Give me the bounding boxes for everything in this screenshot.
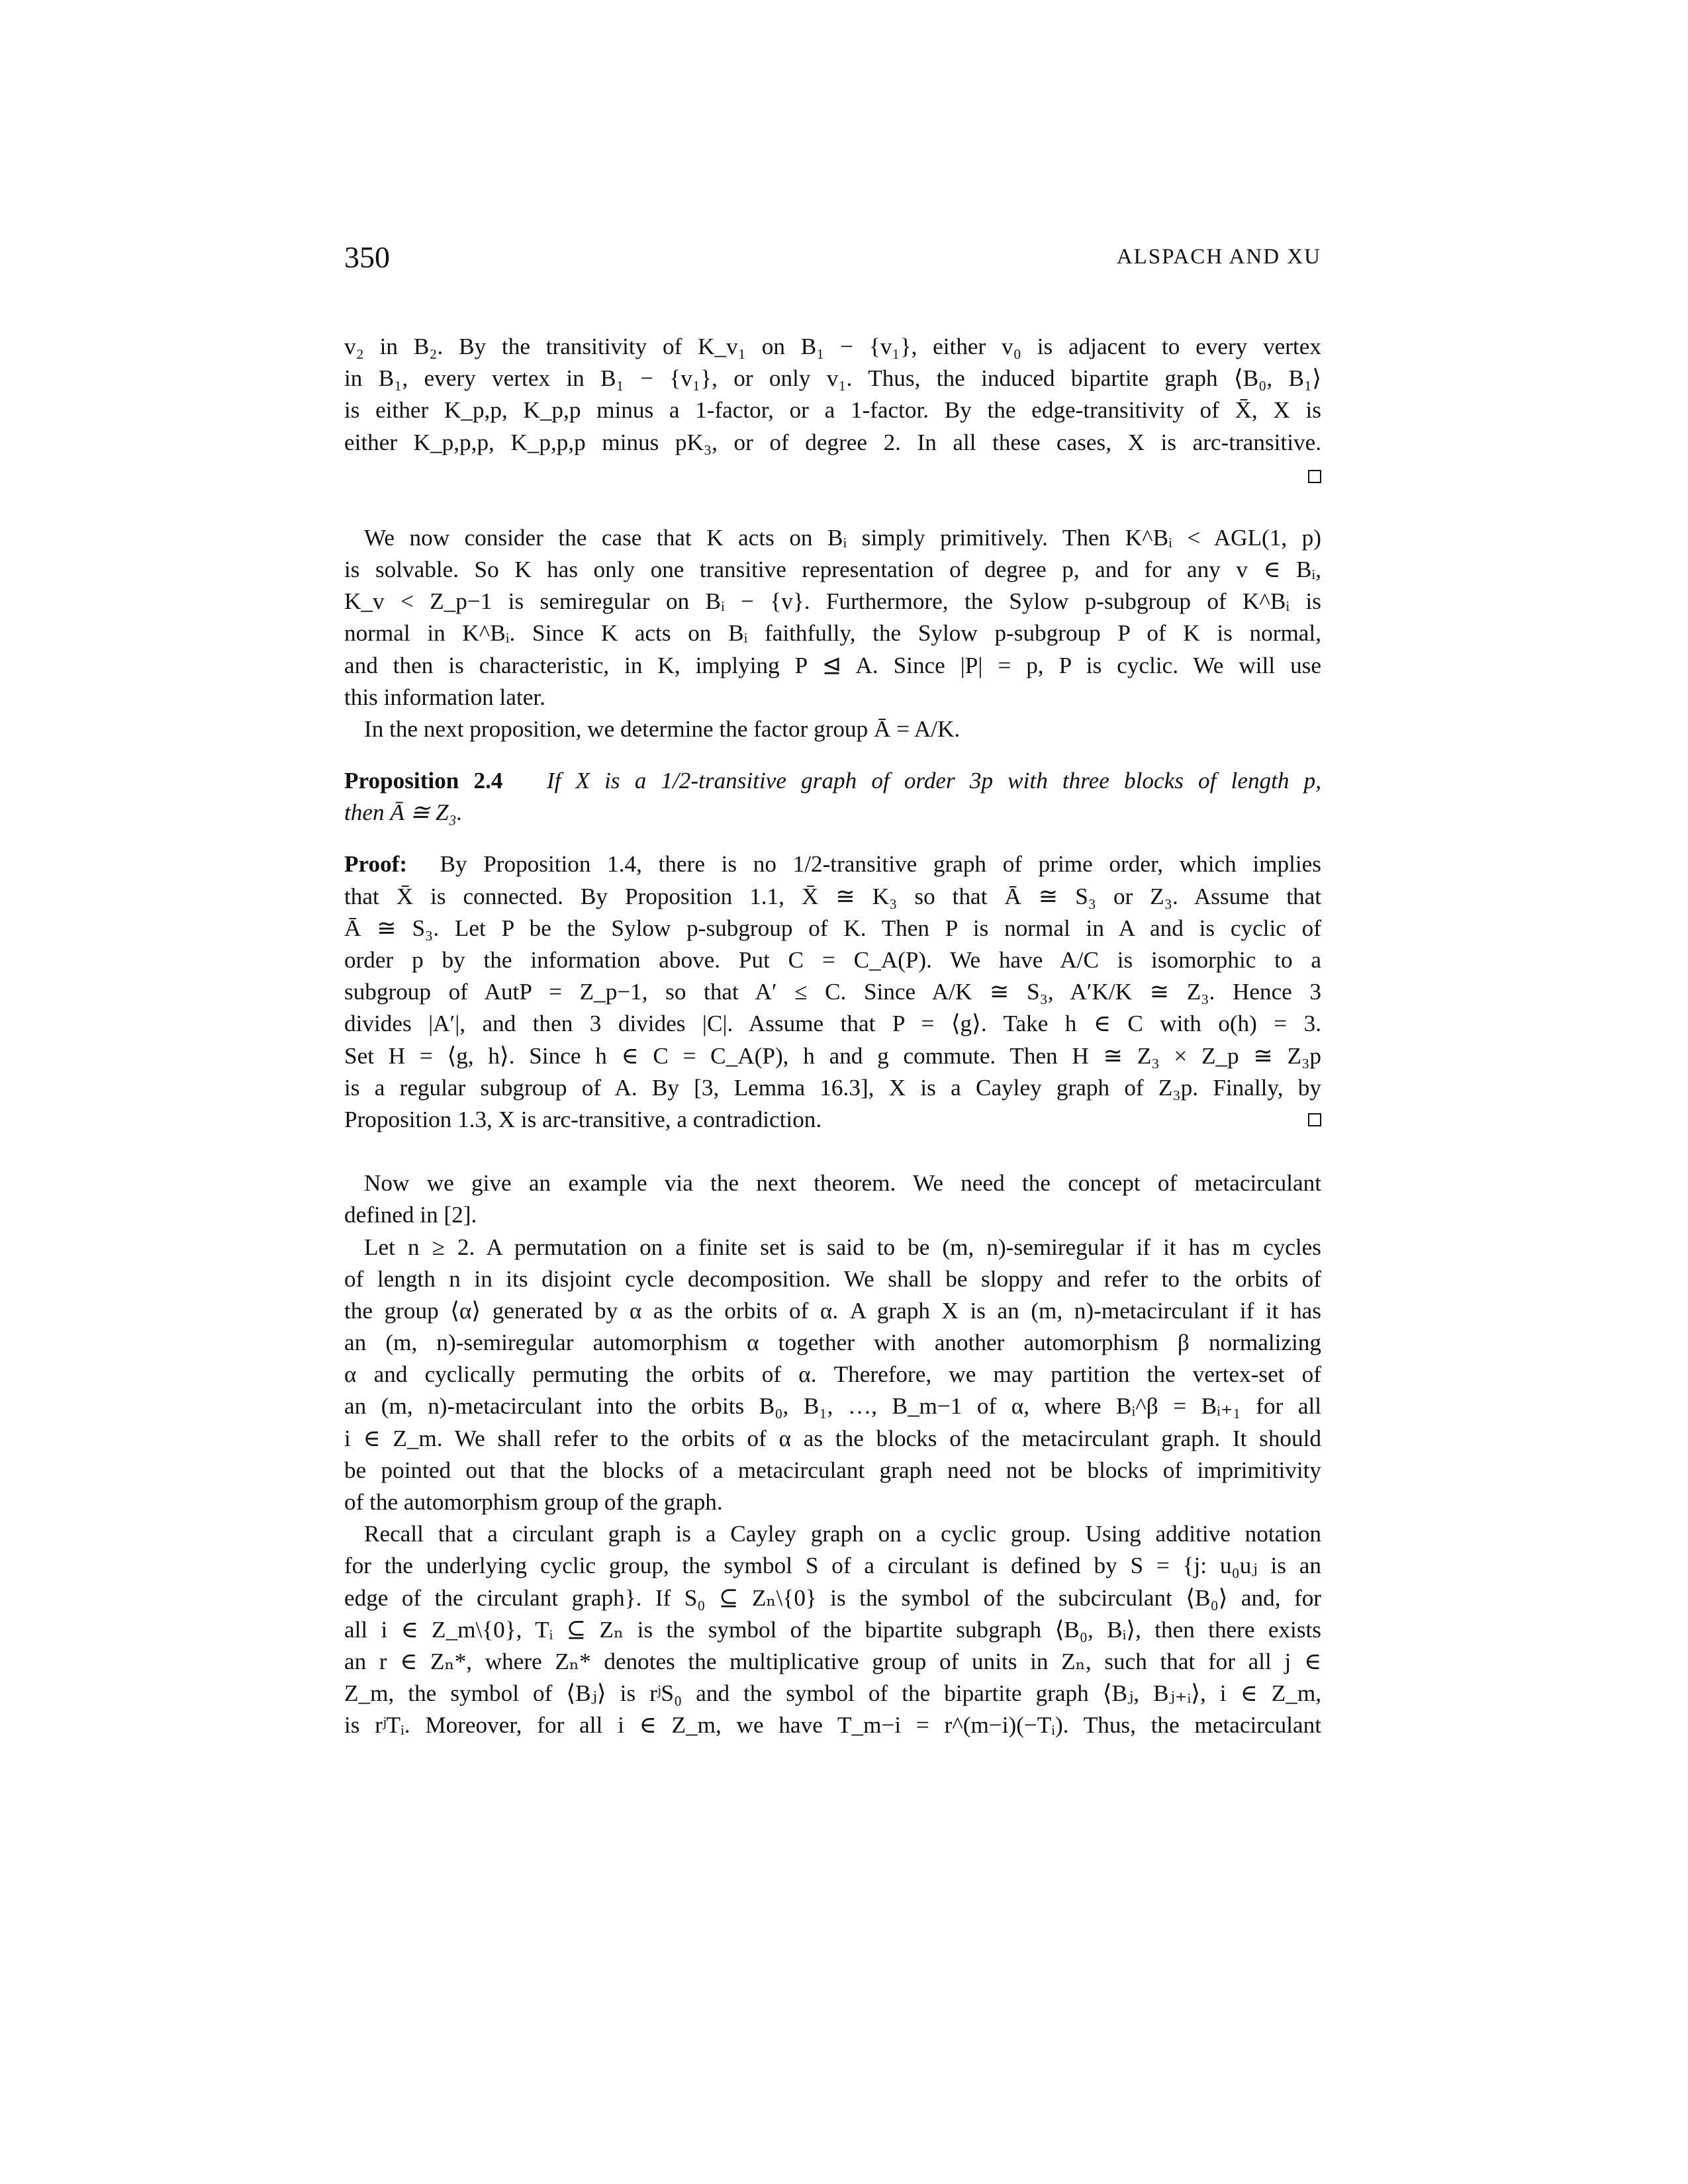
text-line — [344, 765, 1321, 797]
qed-box-icon — [1308, 1113, 1321, 1126]
text-line: Recall that a circulant graph is a Cayley graph on a cyclic group. Using additive notation — [364, 1521, 1321, 1547]
text-line: i ∈ Z_m. We shall refer to the orbits of α as the blocks of the metacirculant graph. It should — [344, 1425, 1321, 1451]
text-line: Set H = ⟨g, h⟩. Since h ∈ C = C_A(P), h and g commute. Then H ≅ Z₃ × Z_p ≅ Z₃p — [344, 1042, 1321, 1069]
text-line: order p by the information above. Put C = C_A(P). We have A/C is isomorphic to a — [344, 947, 1321, 973]
text-line: an r ∈ Zₙ*, where Zₙ* denotes the multiplicative group of units in Zₙ, such that for all j ∈ — [344, 1648, 1321, 1674]
text-line: defined in [2]. — [344, 1202, 477, 1228]
text-line: that X̄ is connected. By Proposition 1.1, X̄ ≅ K₃ so that Ā ≅ S₃ or Z₃. Assume that — [344, 883, 1321, 909]
text-line: is a regular subgroup of A. By [3, Lemma 16.3], X is a Cayley graph of Z₃p. Finally, by — [344, 1074, 1321, 1101]
text-line: edge of the circulant graph}. If S₀ ⊆ Zₙ\{0} is the symbol of the subcirculant ⟨B₀⟩ and, for — [344, 1584, 1321, 1611]
text-line: in B₁, every vertex in B₁ − {v₁}, or only v₁. Thus, the induced bipartite graph ⟨B₀, B₁⟩ — [344, 365, 1321, 392]
body-text — [344, 331, 1321, 1742]
text-line — [344, 1104, 1321, 1136]
text-line: all i ∈ Z_m\{0}, Tᵢ ⊆ Zₙ is the symbol of the bipartite subgraph ⟨B₀, Bᵢ⟩, then there exists — [344, 1616, 1321, 1643]
text-line: either K_p,p,p, K_p,p,p minus pK₃, or of degree 2. In all these cases, X is arc-transitive. — [344, 429, 1321, 455]
paragraph — [344, 1518, 1321, 1741]
text-line: Z_m, the symbol of ⟨Bⱼ⟩ is rʲS₀ and the symbol of the bipartite graph ⟨Bⱼ, Bⱼ₊ᵢ⟩, i ∈ Z_m, — [344, 1680, 1321, 1707]
proposition-label: Proposition 2.4 — [344, 768, 503, 794]
text-line — [344, 848, 1321, 880]
text-line: We now consider the case that K acts on Bᵢ simply primitively. Then K^Bᵢ < AGL(1, p) — [364, 524, 1321, 551]
text-line: is either K_p,p, K_p,p minus a 1-factor, or a 1-factor. By the edge-transitivity of X̄, X is — [344, 397, 1321, 424]
qed-line — [344, 459, 1321, 490]
text-line: In the next proposition, we determine the factor group Ā = A/K. — [364, 715, 961, 742]
paragraph — [344, 331, 1321, 490]
paragraph — [344, 1232, 1321, 1519]
text-line: of length n in its disjoint cycle decomposition. We shall be sloppy and refer to the orbits of — [344, 1265, 1321, 1292]
text-line: an (m, n)-semiregular automorphism α together with another automorphism β normalizing — [344, 1330, 1321, 1356]
running-head: ALSPACH AND XU — [1116, 245, 1321, 269]
text-line: subgroup of AutP = Z_p−1, so that A′ ≤ C. Since A/K ≅ S₃, A′K/K ≅ Z₃. Hence 3 — [344, 979, 1321, 1005]
text-line: the group ⟨α⟩ generated by α as the orbits of α. A graph X is an (m, n)-metacirculant if it has — [344, 1297, 1321, 1324]
page-header — [344, 240, 1321, 279]
text-line — [344, 797, 1321, 829]
text-line: divides |A′|, and then 3 divides |C|. Assume that P = ⟨g⟩. Take h ∈ C with o(h) = 3. — [344, 1011, 1321, 1037]
text-line: α and cyclically permuting the orbits of α. Therefore, we may partition the vertex-set of — [344, 1361, 1321, 1388]
proof — [344, 848, 1321, 1136]
proof-text: By Proposition 1.4, there is no 1/2-transitive graph of prime order, which implies — [440, 851, 1321, 878]
text-line: be pointed out that the blocks of a metacirculant graph need not be blocks of imprimitivity — [344, 1457, 1321, 1483]
text-line: Let n ≥ 2. A permutation on a finite set is said to be (m, n)-semiregular if it has m cycles — [364, 1234, 1321, 1260]
proposition-text: then Ā ≅ Z₃. — [344, 799, 463, 826]
text-line: Ā ≅ S₃. Let P be the Sylow p-subgroup of K. Then P is normal in A and is cyclic of — [344, 915, 1321, 941]
text-line: K_v < Z_p−1 is semiregular on Bᵢ − {v}. Furthermore, the Sylow p-subgroup of K^Bᵢ is — [344, 588, 1321, 615]
text-line: an (m, n)-metacirculant into the orbits B₀, B₁, …, B_m−1 of α, where Bᵢ^β = Bᵢ₊₁ for all — [344, 1393, 1321, 1420]
text-line: this information later. — [344, 684, 545, 710]
text-line: of the automorphism group of the graph. — [344, 1489, 723, 1515]
paragraph — [344, 1167, 1321, 1231]
paragraph — [344, 713, 1321, 745]
text-line: is solvable. So K has only one transitive representation of degree p, and for any v ∈ Bᵢ, — [344, 556, 1321, 582]
proof-text: Proposition 1.3, X is arc-transitive, a contradiction. — [344, 1106, 822, 1132]
text-line: for the underlying cyclic group, the symbol S of a circulant is defined by S = {j: u₀uⱼ is an — [344, 1553, 1321, 1579]
text-line: and then is characteristic, in K, implying P ⊴ A. Since |P| = p, P is cyclic. We will use — [344, 652, 1321, 678]
proposition-text: If X is a 1/2-transitive graph of order 3p with three blocks of length p, — [546, 768, 1322, 794]
paragraph — [344, 522, 1321, 713]
text-line: is rʲTᵢ. Moreover, for all i ∈ Z_m, we have T_m−i = r^(m−i)(−Tᵢ). Thus, the metacirculant — [344, 1712, 1321, 1739]
text-line: Now we give an example via the next theorem. We need the concept of metacirculant — [364, 1170, 1321, 1197]
page-number: 350 — [344, 240, 390, 274]
text-line: v₂ in B₂. By the transitivity of K_v₁ on B₁ − {v₁}, either v₀ is adjacent to every vertex — [344, 334, 1321, 359]
proposition — [344, 765, 1321, 829]
qed-box-icon — [1308, 470, 1321, 483]
text-line: normal in K^Bᵢ. Since K acts on Bᵢ faithfully, the Sylow p-subgroup P of K is normal, — [344, 620, 1321, 647]
proof-label: Proof: — [344, 851, 408, 878]
